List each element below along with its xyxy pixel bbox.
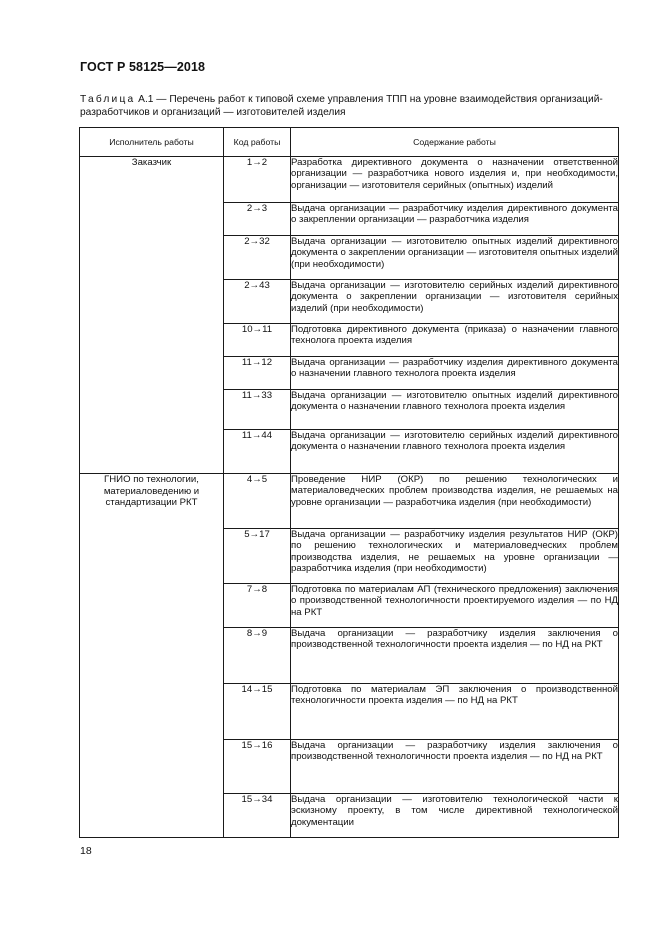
work-content: Выдача организации — разработчику изделия директивного документа о закреплении организации — разработчика изделия (291, 203, 619, 236)
work-content: Проведение НИР (ОКР) по решению технологических и материаловедческих проблем производства изделия, не решаемых на уровне организации — разработчика изделия (при необходимости) (291, 474, 619, 529)
table-row (80, 474, 619, 529)
work-content: Выдача организации — изготовителю технологической части к эскизному проекту, в том числе директивной технологической документации (291, 794, 619, 838)
work-code: 5→17 (224, 529, 291, 584)
work-code: 11→12 (224, 357, 291, 390)
work-content: Выдача организации — разработчику изделия заключения о производственной технологичности проекта изделия — по НД на РКТ (291, 740, 619, 794)
work-content: Выдача организации — разработчику изделия результатов НИР (ОКР) по решению технологических и материаловедческих проблем производства изделия, не решаемых на уровне организации — разработчика изделия (при необходимости) (291, 529, 619, 584)
table-header-row (80, 128, 619, 157)
work-content: Подготовка директивного документа (приказа) о назначении главного технолога проекта изделия (291, 324, 619, 357)
work-content: Выдача организации — разработчику изделия директивного документа о назначении главного технолога проекта изделия (291, 357, 619, 390)
work-code: 11→44 (224, 430, 291, 474)
work-code: 15→16 (224, 740, 291, 794)
table-row (80, 157, 619, 203)
work-content: Выдача организации — изготовителю серийных изделий директивного документа о назначении главного технолога проекта изделия (291, 430, 619, 474)
work-content: Выдача организации — разработчику изделия заключения о производственной технологичности проекта изделия — по НД на РКТ (291, 628, 619, 684)
executor-cell: ГНИО по технологии, материаловедению и стандартизации РКТ (80, 474, 224, 838)
work-code: 4→5 (224, 474, 291, 529)
work-content: Подготовка по материалам АП (технического предложения) заключения о производственной технологичности проектируемого изделия — по НД на РКТ (291, 584, 619, 628)
work-content: Выдача организации — изготовителю опытных изделий директивного документа о закреплении организации — изготовителя опытных изделий (при необходимости) (291, 236, 619, 280)
works-table (79, 127, 619, 838)
work-code: 2→32 (224, 236, 291, 280)
work-content: Подготовка по материалам ЭП заключения о производственной технологичности проекта изделия — по НД на РКТ (291, 684, 619, 740)
work-content: Выдача организации — изготовителю опытных изделий директивного документа о назначении главного технолога проекта изделия (291, 390, 619, 430)
work-code: 10→11 (224, 324, 291, 357)
executor-cell: Заказчик (80, 157, 224, 474)
work-content: Выдача организации — изготовителю серийных изделий директивного документа о закреплении организации — изготовителя серийных изделий (при необходимости) (291, 280, 619, 324)
work-code: 15→34 (224, 794, 291, 838)
document-code: ГОСТ Р 58125—2018 (80, 60, 206, 74)
work-code: 8→9 (224, 628, 291, 684)
column-header-code: Код работы (224, 128, 291, 157)
work-code: 2→43 (224, 280, 291, 324)
table-caption-label: Таблица (80, 94, 136, 105)
work-code: 2→3 (224, 203, 291, 236)
work-code: 11→33 (224, 390, 291, 430)
table-caption (80, 93, 620, 119)
column-header-executor: Исполнитель работы (80, 128, 224, 157)
page-number: 18 (80, 845, 92, 857)
column-header-content: Содержание работы (291, 128, 619, 157)
work-code: 14→15 (224, 684, 291, 740)
work-code: 7→8 (224, 584, 291, 628)
table-caption-text: А.1 — Перечень работ к типовой схеме управления ТПП на уровне взаимодействия организаций-разработчиков и организаций — изготовителей изделия (80, 94, 603, 118)
work-content: Разработка директивного документа о назначении ответственной организации — разработчика нового изделия и, при необходимости, организации — изготовителя серийных (опытных) изделий (291, 157, 619, 203)
work-code: 1→2 (224, 157, 291, 203)
